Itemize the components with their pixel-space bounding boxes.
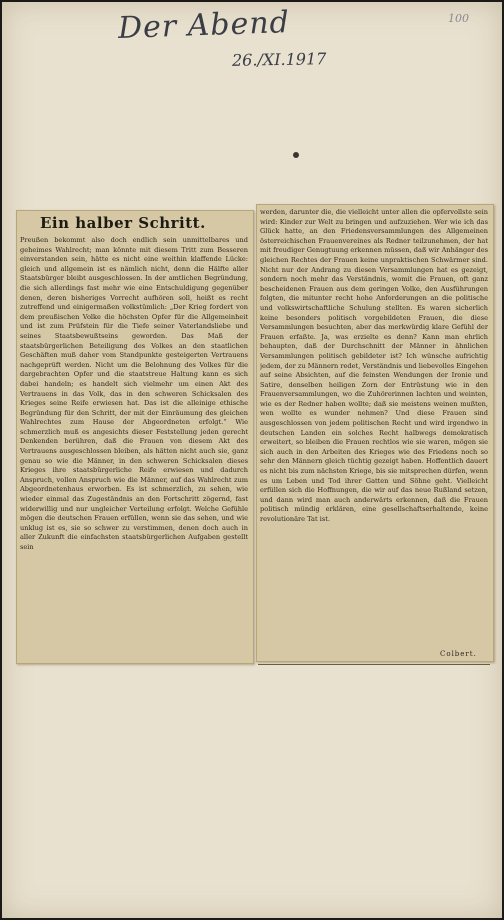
column-end-rule: [258, 664, 490, 665]
punch-hole: [293, 152, 299, 158]
handwritten-date: 26./XI.1917: [231, 49, 327, 70]
handwritten-newspaper-title: Der Abend: [117, 5, 291, 46]
article-headline: Ein halber Schritt.: [40, 214, 206, 232]
article-text-column-2: werden, darunter die, die vielleicht unter allen die opfervollste sein wird: Kinder zur Welt zu bringen und aufzuziehen. Wer wie ich das Glück hatte, an den Friedensversammlungen des Allgemeinen österreichischen Frauenvereines als Redner teilzunehmen, der hat mit freudiger Genugtuung erkennen müssen, daß wir Anhänger des gleichen Rechtes der Frauen keine unpraktischen Schwärmer sind. Nicht nur der Andrang zu diesen Versammlungen hat es gezeigt, sondern noch mehr das Verständnis, womit die Frauen, oft ganz bescheidenen Frauen aus dem geringen Volke, den Ausführungen folgten, die mitunter recht hohe Anforderungen an die politische und volkswirtschaftliche Schulung stellten. Es waren sicherlich keine besonders politisch vorgebildeten Frauen, die diese Versammlungen besuchten, aber das merkwürdig klare Gefühl der Frauen erfaßte. Ja, was erzielte es denn? Kann man ehrlich behaupten, daß der Durchschnitt der Männer in ähnlichen Versammlungen politisch gebildeter ist? Ich wünsche aufrichtig jedem, der zu Männern redet, Verständnis und liebevolles Eingehen auf seine Absichten, auf die feinsten Wendungen der Ironie und Satire, denselben heiligen Zorn der Entrüstung wie in den Frauenversammlungen, wo die Zuhörerinnen lachten und weinten, wie es der Redner haben wollte; daß sie meistens weinen mußten, wen wollte es wunder nehmen? Und diese Frauen sind ausgeschlossen von jedem politischen Recht und wird irgendwo in deutschen Landen ein solches Recht halbwegs demokratisch erweitert, so bleiben die Frauen rechtlos wie sie waren, mögen sie sich auch in den Arbeiten des Krieges wie des Friedens noch so sehr den Männern gleich tüchtig gezeigt haben. Hoffentlich dauert es nicht bis zum nächsten Kriege, bis sie mitsprechen dürfen, wenn es um Leben und Tod ihrer Gatten und Söhne geht. Vielleicht erfüllen sich die Hoffnungen, die wir auf das neue Rußland setzen, und dann wird man auch anderwärts erkennen, daß die Frauen politisch mündig erklären, eine gesellschaftserhaltende, keine revolutionäre Tat ist.: [260, 208, 488, 523]
archive-number: 100: [448, 12, 469, 25]
author-signature: Colbert.: [440, 650, 477, 658]
article-text-column-1: Preußen bekommt also doch endlich sein unmittelbares und geheimes Wahlrecht; man könnte mit diesem Tritt zum Besseren einverstanden sein, hätte es nicht eine weithin klaffende Lücke: gleich und allgemein ist es nämlich nicht, denn die Hälfte aller Staatsbürger bleibt ausgeschlossen. In der amtlichen Begründung, die sich allerdings fast mehr wie eine Entschuldigung gegenüber denen, deren bisheriges Vorrecht aufhören soll, heißt es recht zutreffend und einigermaßen volkstümlich: „Der Krieg fordert von dem preußischen Volke die höchsten Opfer für die Allgemeinheit und ist zum Prüfstein für die Tiefe seiner Vaterlandsliebe und seines Staatsbewußtseins geworden. Das Maß der staatsbürgerlichen Beteiligung des Volkes an den staatlichen Geschäften muß daher vom Standpunkte gesteigerten Vertrauens nachgeprüft werden. Nicht um die Belohnung des Volkes für die dargebrachten Opfer und die staatstreue Haltung kann es sich dabei handeln; es handelt sich vielmehr um einen Akt des Vertrauens in das Volk, das in den schweren Schicksalen des Krieges seine Reife erwiesen hat. Das ist die alleinige ethische Begründung für den Schritt, der mit der Einräumung des gleichen Wahlrechtes zum Hause der Abgeordneten erfolgt.“ Wie schmerzlich muß es angesichts dieser Feststellung jeden gerecht Denkenden berühren, daß die Frauen von diesem Akt des Vertrauens ausgeschlossen bleiben, als hätten nicht auch sie, ganz genau so wie die Männer, in den schweren Schicksalen dieses Krieges ihre staatsbürgerliche Reife erwiesen und dadurch Anspruch, vollen Anspruch wie die Männer, auf das Wahlrecht zum Abgeordnetenhaus erworben. Es ist schmerzlich, zu sehen, wie wieder einmal das Zugeständnis an den Fortschritt zögernd, fast widerwillig und nur ungleicher Verteilung erfolgt. Welche Gefühle mögen die deutschen Frauen erfüllen, wenn sie das sehen, und wie unklug ist es, sie so schwer zu verstimmen, denen doch auch in aller Zukunft die einfachsten staatsbürgerlichen Aufgaben gestellt sein: [20, 236, 248, 551]
